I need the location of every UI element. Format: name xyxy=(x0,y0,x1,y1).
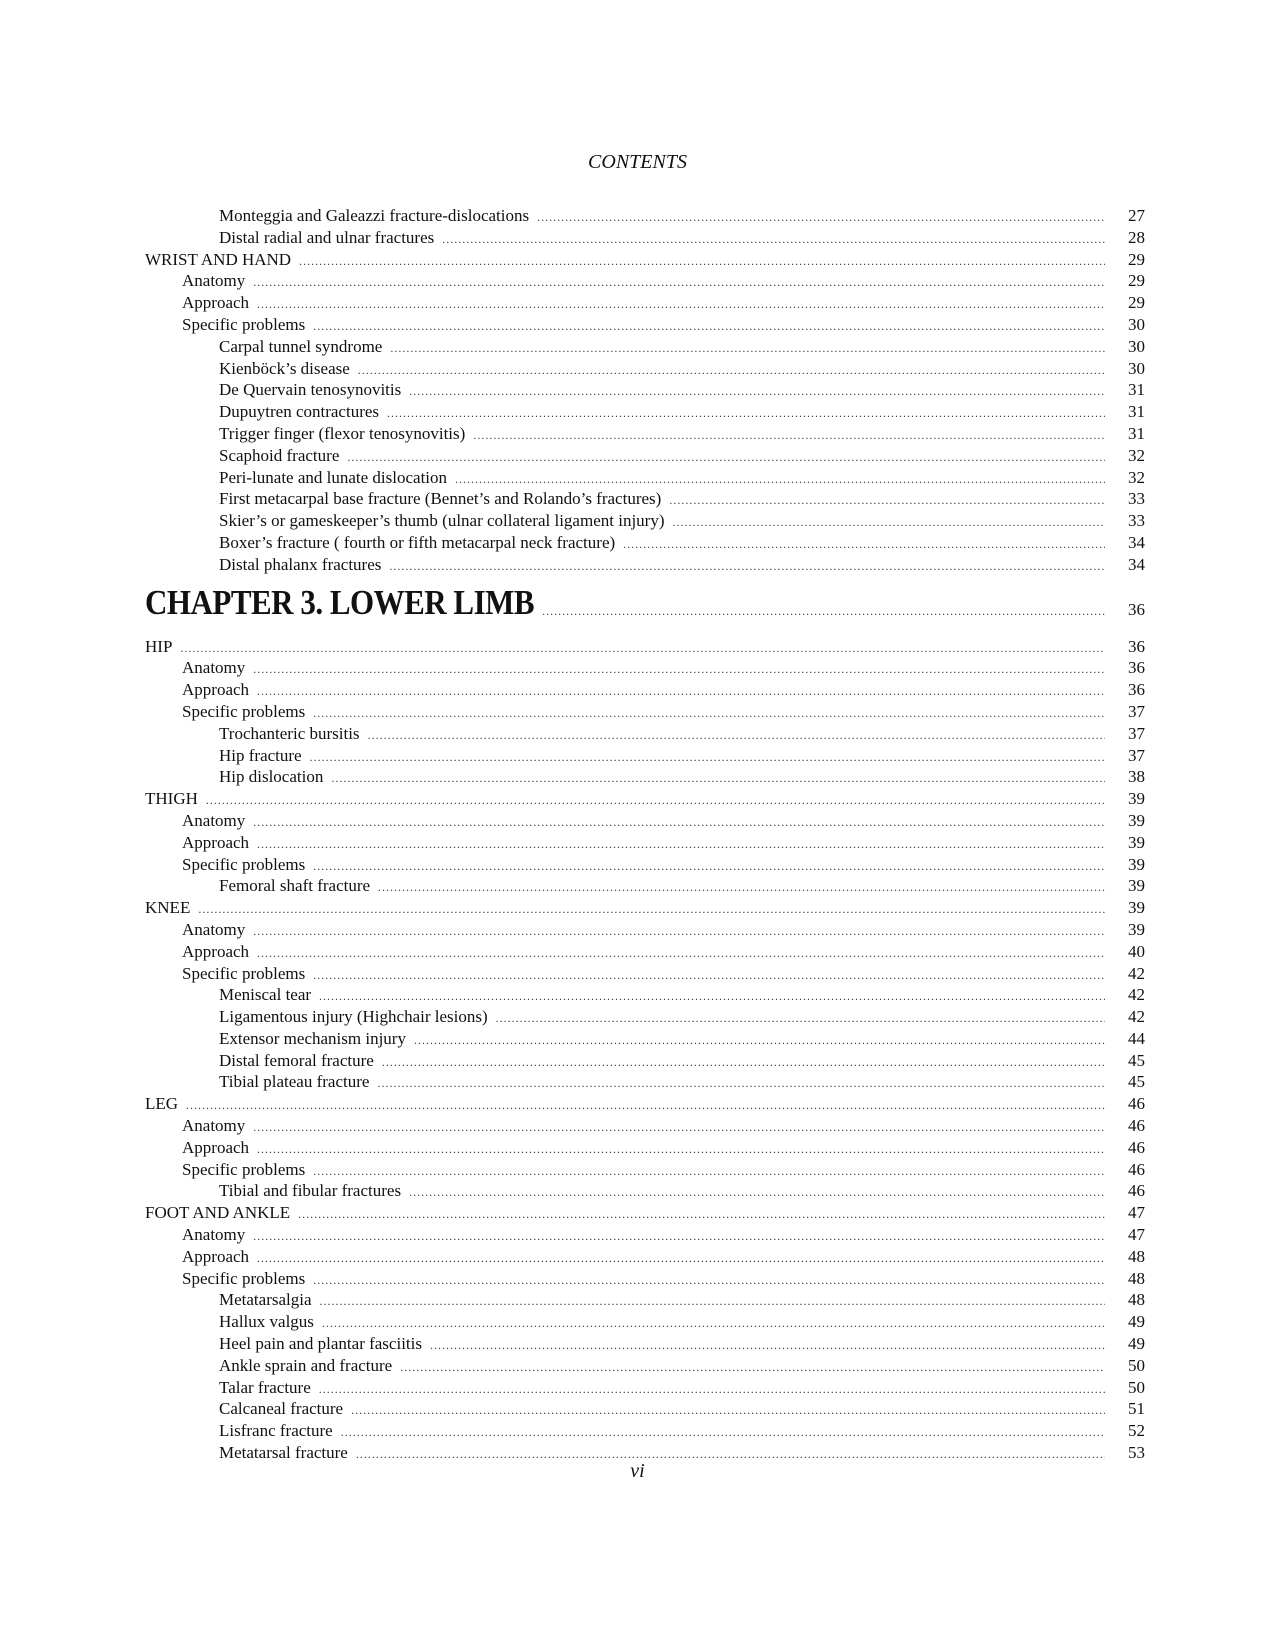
leader-dots xyxy=(320,1294,1105,1309)
toc-entry-label: Dupuytren contractures xyxy=(219,402,380,422)
toc-entry-page-number: 32 xyxy=(1128,467,1145,487)
toc-entry-label: Specific problems xyxy=(182,1268,306,1288)
toc-section-lower-limb xyxy=(145,637,1145,1465)
toc-entry[interactable] xyxy=(145,876,1145,898)
toc-entry[interactable] xyxy=(145,1138,1145,1160)
toc-entry-page-number: 39 xyxy=(1128,810,1145,830)
toc-entry-page-number: 44 xyxy=(1128,1028,1145,1048)
toc-entry[interactable] xyxy=(145,1007,1145,1029)
toc-entry-page-number: 32 xyxy=(1128,445,1145,465)
running-head: CONTENTS xyxy=(588,151,687,173)
toc-entry-label: Ligamentous injury (Highchair lesions) xyxy=(219,1007,488,1027)
toc-entry-page-number: 46 xyxy=(1128,1159,1145,1179)
leader-dots xyxy=(253,1229,1105,1244)
toc-entry-page-number: 30 xyxy=(1128,314,1145,334)
toc-entry-label: Approach xyxy=(182,293,250,313)
leader-dots xyxy=(409,384,1105,399)
leader-dots xyxy=(310,750,1105,765)
toc-entry-label: Anatomy xyxy=(182,919,246,939)
leader-dots xyxy=(455,472,1105,487)
toc-entry[interactable] xyxy=(145,533,1145,555)
toc-entry[interactable] xyxy=(145,833,1145,855)
leader-dots xyxy=(542,604,1105,619)
toc-entry[interactable] xyxy=(145,359,1145,381)
toc-entry-label: Approach xyxy=(182,680,250,700)
leader-dots xyxy=(180,641,1105,656)
toc-entry-page-number: 42 xyxy=(1128,985,1145,1005)
toc-entry-page-number: 46 xyxy=(1128,1181,1145,1201)
leader-dots xyxy=(257,1142,1105,1157)
toc-entry-page-number: 48 xyxy=(1128,1246,1145,1266)
leader-dots xyxy=(253,924,1105,939)
toc-entry[interactable] xyxy=(145,658,1145,680)
toc-entry-label: Hip dislocation xyxy=(219,767,324,787)
toc-entry-page-number: 34 xyxy=(1128,554,1145,574)
toc-entry[interactable] xyxy=(145,1269,1145,1291)
toc-entry[interactable] xyxy=(145,250,1145,272)
leader-dots xyxy=(387,406,1105,421)
toc-entry[interactable] xyxy=(145,789,1145,811)
toc-entry-page-number: 31 xyxy=(1128,380,1145,400)
toc-entry[interactable] xyxy=(145,746,1145,768)
toc-entry-page-number: 45 xyxy=(1128,1072,1145,1092)
toc-entry-page-number: 29 xyxy=(1128,249,1145,269)
toc-entry-label: Lisfranc fracture xyxy=(219,1421,333,1441)
toc-entry-label: Ankle sprain and fracture xyxy=(219,1355,393,1375)
toc-entry-page-number: 39 xyxy=(1128,789,1145,809)
toc-entry[interactable] xyxy=(145,1290,1145,1312)
leader-dots xyxy=(253,815,1105,830)
toc-entry[interactable] xyxy=(145,767,1145,789)
toc-entry-page-number: 42 xyxy=(1128,1007,1145,1027)
leader-dots xyxy=(347,450,1105,465)
leader-dots xyxy=(414,1033,1105,1048)
toc-entry[interactable] xyxy=(145,271,1145,293)
leader-dots xyxy=(257,684,1105,699)
toc-entry-page-number: 49 xyxy=(1128,1334,1145,1354)
leader-dots xyxy=(400,1360,1105,1375)
toc-entry-page-number: 37 xyxy=(1128,701,1145,721)
leader-dots xyxy=(322,1316,1105,1331)
toc-entry-label: FOOT AND ANKLE xyxy=(145,1203,291,1223)
toc-section-upper-limb-continued xyxy=(145,206,1145,577)
leader-dots xyxy=(313,1164,1105,1179)
leader-dots xyxy=(186,1098,1105,1113)
toc-entry-label: Specific problems xyxy=(182,1159,306,1179)
leader-dots xyxy=(313,1273,1105,1288)
toc-entry[interactable] xyxy=(145,811,1145,833)
toc-entry-label: Scaphoid fracture xyxy=(219,445,340,465)
toc-entry[interactable] xyxy=(145,468,1145,490)
toc-entry-label: Hip fracture xyxy=(219,745,302,765)
toc-entry-page-number: 49 xyxy=(1128,1312,1145,1332)
toc-entry-label: Anatomy xyxy=(182,271,246,291)
toc-entry-page-number: 30 xyxy=(1128,336,1145,356)
toc-entry-label: Extensor mechanism injury xyxy=(219,1028,406,1048)
toc-entry[interactable] xyxy=(145,724,1145,746)
toc-entry-label: WRIST AND HAND xyxy=(145,249,292,269)
toc-entry-page-number: 46 xyxy=(1128,1137,1145,1157)
toc-entry-page-number: 42 xyxy=(1128,963,1145,983)
toc-entry-page-number: 50 xyxy=(1128,1355,1145,1375)
leader-dots xyxy=(496,1011,1105,1026)
leader-dots xyxy=(313,968,1105,983)
toc-entry[interactable] xyxy=(145,424,1145,446)
toc-entry-page-number: 40 xyxy=(1128,941,1145,961)
toc-entry[interactable] xyxy=(145,855,1145,877)
toc-entry-label: Talar fracture xyxy=(219,1377,311,1397)
toc-entry-page-number: 28 xyxy=(1128,227,1145,247)
toc-chapter-heading[interactable] xyxy=(145,582,1145,635)
leader-dots xyxy=(257,837,1105,852)
toc-entry[interactable] xyxy=(145,1181,1145,1203)
toc-entry-label: Anatomy xyxy=(182,810,246,830)
leader-dots xyxy=(377,1076,1105,1091)
leader-dots xyxy=(623,537,1105,552)
toc-entry[interactable] xyxy=(145,1116,1145,1138)
leader-dots xyxy=(253,662,1105,677)
toc-entry[interactable] xyxy=(145,228,1145,250)
toc-entry-page-number: 33 xyxy=(1128,511,1145,531)
leader-dots xyxy=(313,319,1105,334)
leader-dots xyxy=(299,254,1105,269)
toc-entry-page-number: 31 xyxy=(1128,423,1145,443)
toc-entry-page-number: 39 xyxy=(1128,876,1145,896)
toc-entry[interactable] xyxy=(145,1225,1145,1247)
toc-entry-label: Trigger finger (flexor tenosynovitis) xyxy=(219,423,466,443)
leader-dots xyxy=(319,989,1105,1004)
toc-entry-page-number: 36 xyxy=(1128,658,1145,678)
chapter-title: CHAPTER 3. LOWER LIMB xyxy=(145,582,535,622)
toc-entry[interactable] xyxy=(145,402,1145,424)
leader-dots xyxy=(537,210,1105,225)
toc-entry-label: Specific problems xyxy=(182,963,306,983)
toc-entry[interactable] xyxy=(145,1072,1145,1094)
toc-entry-page-number: 37 xyxy=(1128,745,1145,765)
toc-entry-label: Skier’s or gameskeeper’s thumb (ulnar collateral ligament injury) xyxy=(219,511,665,531)
toc-entry-page-number: 37 xyxy=(1128,723,1145,743)
leader-dots xyxy=(298,1207,1105,1222)
toc-entry[interactable] xyxy=(145,1051,1145,1073)
leader-dots xyxy=(430,1338,1105,1353)
table-of-contents xyxy=(145,206,1145,1465)
toc-entry[interactable] xyxy=(145,1378,1145,1400)
toc-entry-page-number: 50 xyxy=(1128,1377,1145,1397)
leader-dots xyxy=(253,275,1105,290)
toc-entry-label: Approach xyxy=(182,832,250,852)
toc-entry-page-number: 47 xyxy=(1128,1225,1145,1245)
toc-entry[interactable] xyxy=(145,702,1145,724)
leader-dots xyxy=(378,880,1105,895)
toc-entry-page-number: 39 xyxy=(1128,832,1145,852)
toc-entry[interactable] xyxy=(145,985,1145,1007)
toc-entry-label: Distal phalanx fractures xyxy=(219,554,382,574)
leader-dots xyxy=(313,706,1105,721)
toc-entry-label: Calcaneal fracture xyxy=(219,1399,344,1419)
toc-entry[interactable] xyxy=(145,680,1145,702)
toc-entry-label: Hallux valgus xyxy=(219,1312,314,1332)
toc-entry-label: Boxer’s fracture ( fourth or fifth metacarpal neck fracture) xyxy=(219,532,616,552)
toc-entry[interactable] xyxy=(145,1399,1145,1421)
toc-entry-label: Specific problems xyxy=(182,854,306,874)
toc-entry-page-number: 46 xyxy=(1128,1094,1145,1114)
toc-entry-page-number: 27 xyxy=(1128,206,1145,225)
leader-dots xyxy=(313,859,1105,874)
chapter-page-number: 36 xyxy=(1128,599,1145,619)
toc-entry-label: First metacarpal base fracture (Bennet’s and Rolando’s fractures) xyxy=(219,489,662,509)
toc-entry[interactable] xyxy=(145,637,1145,659)
toc-entry-label: Anatomy xyxy=(182,1225,246,1245)
toc-entry-page-number: 39 xyxy=(1128,919,1145,939)
toc-entry[interactable] xyxy=(145,446,1145,468)
leader-dots xyxy=(331,771,1105,786)
toc-entry[interactable] xyxy=(145,293,1145,315)
toc-entry-label: Specific problems xyxy=(182,314,306,334)
toc-entry[interactable] xyxy=(145,898,1145,920)
leader-dots xyxy=(673,515,1106,530)
toc-entry-label: LEG xyxy=(145,1094,179,1114)
leader-dots xyxy=(368,728,1105,743)
toc-entry[interactable] xyxy=(145,1247,1145,1269)
toc-entry-label: Anatomy xyxy=(182,658,246,678)
toc-entry-label: Metatarsalgia xyxy=(219,1290,312,1310)
leader-dots xyxy=(389,559,1105,574)
leader-dots xyxy=(257,297,1105,312)
toc-entry-page-number: 39 xyxy=(1128,898,1145,918)
toc-entry-label: HIP xyxy=(145,636,173,656)
toc-entry-label: Carpal tunnel syndrome xyxy=(219,336,383,356)
toc-entry-label: Tibial plateau fracture xyxy=(219,1072,370,1092)
leader-dots xyxy=(257,946,1105,961)
toc-entry-label: Approach xyxy=(182,1137,250,1157)
toc-entry[interactable] xyxy=(145,337,1145,359)
toc-entry-page-number: 45 xyxy=(1128,1050,1145,1070)
leader-dots xyxy=(351,1403,1105,1418)
toc-entry-label: KNEE xyxy=(145,898,191,918)
toc-entry-label: Approach xyxy=(182,1246,250,1266)
toc-entry[interactable] xyxy=(145,555,1145,577)
toc-entry-page-number: 30 xyxy=(1128,358,1145,378)
toc-entry-page-number: 36 xyxy=(1128,680,1145,700)
leader-dots xyxy=(409,1185,1105,1200)
toc-entry[interactable] xyxy=(145,1160,1145,1182)
toc-entry-page-number: 29 xyxy=(1128,271,1145,291)
toc-entry-page-number: 38 xyxy=(1128,767,1145,787)
leader-dots xyxy=(198,902,1105,917)
leader-dots xyxy=(319,1382,1105,1397)
toc-entry-label: Specific problems xyxy=(182,701,306,721)
toc-entry-label: Peri-lunate and lunate dislocation xyxy=(219,467,448,487)
leader-dots xyxy=(390,341,1105,356)
toc-entry[interactable] xyxy=(145,1421,1145,1443)
leader-dots xyxy=(253,1120,1105,1135)
toc-entry[interactable] xyxy=(145,315,1145,337)
toc-entry-label: Distal femoral fracture xyxy=(219,1050,374,1070)
toc-entry[interactable] xyxy=(145,964,1145,986)
toc-entry-label: Trochanteric bursitis xyxy=(219,723,360,743)
page-folio: vi xyxy=(630,1460,645,1482)
leader-dots xyxy=(358,363,1105,378)
toc-entry-label: Femoral shaft fracture xyxy=(219,876,371,896)
toc-entry-page-number: 36 xyxy=(1128,636,1145,656)
toc-entry[interactable] xyxy=(145,1312,1145,1334)
toc-entry[interactable] xyxy=(145,1203,1145,1225)
toc-entry-label: De Quervain tenosynovitis xyxy=(219,380,402,400)
toc-entry-label: THIGH xyxy=(145,789,198,809)
toc-entry-page-number: 52 xyxy=(1128,1421,1145,1441)
toc-entry-page-number: 39 xyxy=(1128,854,1145,874)
toc-entry-page-number: 48 xyxy=(1128,1268,1145,1288)
toc-entry-label: Meniscal tear xyxy=(219,985,312,1005)
toc-entry-label: Metatarsal fracture xyxy=(219,1443,348,1463)
toc-entry-label: Approach xyxy=(182,941,250,961)
leader-dots xyxy=(206,793,1105,808)
leader-dots xyxy=(442,232,1105,247)
toc-entry[interactable] xyxy=(145,206,1145,228)
leader-dots xyxy=(382,1055,1105,1070)
toc-entry-label: Kienböck’s disease xyxy=(219,358,350,378)
toc-entry-page-number: 33 xyxy=(1128,489,1145,509)
toc-entry-page-number: 53 xyxy=(1128,1443,1145,1463)
toc-entry-page-number: 48 xyxy=(1128,1290,1145,1310)
toc-entry-page-number: 31 xyxy=(1128,402,1145,422)
toc-entry-label: Heel pain and plantar fasciitis xyxy=(219,1334,422,1354)
leader-dots xyxy=(341,1425,1105,1440)
leader-dots xyxy=(257,1251,1105,1266)
leader-dots xyxy=(473,428,1105,443)
toc-entry-page-number: 47 xyxy=(1128,1203,1145,1223)
toc-entry-label: Monteggia and Galeazzi fracture-dislocations xyxy=(219,206,530,225)
toc-entry-page-number: 46 xyxy=(1128,1116,1145,1136)
toc-entry[interactable] xyxy=(145,1356,1145,1378)
toc-entry[interactable] xyxy=(145,380,1145,402)
toc-entry[interactable] xyxy=(145,1029,1145,1051)
toc-entry-label: Anatomy xyxy=(182,1116,246,1136)
toc-entry-label: Tibial and fibular fractures xyxy=(219,1181,402,1201)
toc-entry[interactable] xyxy=(145,942,1145,964)
toc-entry[interactable] xyxy=(145,511,1145,533)
leader-dots xyxy=(669,493,1105,508)
toc-entry[interactable] xyxy=(145,1094,1145,1116)
toc-entry-page-number: 51 xyxy=(1128,1399,1145,1419)
toc-entry[interactable] xyxy=(145,489,1145,511)
toc-entry-label: Distal radial and ulnar fractures xyxy=(219,227,435,247)
toc-entry-page-number: 29 xyxy=(1128,293,1145,313)
toc-entry[interactable] xyxy=(145,920,1145,942)
toc-entry-page-number: 34 xyxy=(1128,532,1145,552)
toc-entry[interactable] xyxy=(145,1334,1145,1356)
